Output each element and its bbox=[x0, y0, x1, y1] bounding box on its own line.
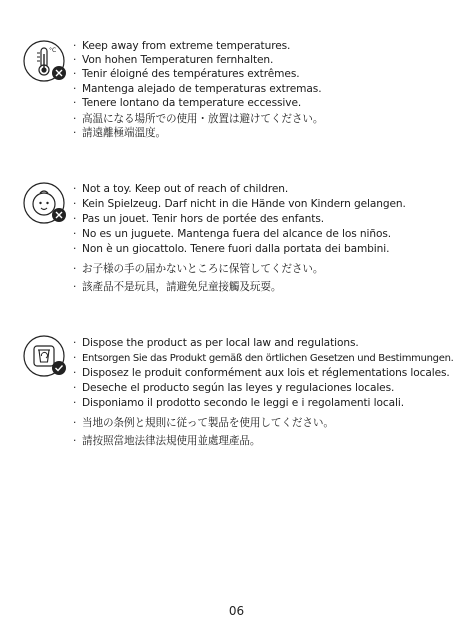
warning-line: · 該產品不是玩具，請避免兒童接觸及玩耍。 bbox=[73, 281, 282, 293]
disposal-line: · 当地の条例と規則に従って製品を使用してください。 bbox=[73, 417, 334, 429]
warning-line: · Keep away from extreme temperatures. bbox=[73, 40, 291, 52]
disposal-line: · 請按照當地法律法規使用並處理產品。 bbox=[73, 435, 261, 447]
disposal-line: · Dispose the product as per local law and regulations. bbox=[73, 337, 359, 349]
svg-text:°C: °C bbox=[49, 47, 57, 54]
warning-line: · Non è un giocattolo. Tenere fuori dalla portata dei bambini. bbox=[73, 243, 390, 255]
warning-line: · Mantenga alejado de temperaturas extremas. bbox=[73, 82, 322, 95]
warning-line: · お子様の手の届かないところに保管してください。 bbox=[73, 263, 324, 275]
thermometer-no-icon bbox=[22, 39, 70, 87]
warning-line: · 高温になる場所での使用・放置は避けてください。 bbox=[73, 112, 324, 125]
warning-line: · Kein Spielzeug. Darf nicht in die Hände von Kindern gelangen. bbox=[73, 198, 406, 210]
disposal-line: · Entsorgen Sie das Produkt gemäß den örtlichen Gesetzen und Bestimmungen. bbox=[73, 352, 454, 364]
disposal-line: · Deseche el producto según las leyes y regulaciones locales. bbox=[73, 382, 395, 394]
disposal-line: · Disposez le produit conformément aux lois et réglementations locales. bbox=[73, 367, 450, 379]
disposal-line: · Disponiamo il prodotto secondo le leggi e i regolamenti locali. bbox=[73, 397, 404, 409]
warning-line: · Not a toy. Keep out of reach of children. bbox=[73, 183, 289, 195]
recycle-check-icon bbox=[22, 334, 70, 382]
warning-line: · Von hohen Temperaturen fernhalten. bbox=[73, 54, 274, 67]
warning-line: · 請遠離極端溫度。 bbox=[73, 127, 166, 140]
warning-line: · Pas un jouet. Tenir hors de portée des enfants. bbox=[73, 213, 325, 225]
warning-line: · Tenere lontano da temperature eccessive. bbox=[73, 96, 302, 109]
warning-line: · Tenir éloigné des températures extrêmes. bbox=[73, 68, 300, 81]
baby-no-icon bbox=[22, 181, 70, 229]
warning-line: · No es un juguete. Mantenga fuera del alcance de los niños. bbox=[73, 228, 392, 240]
page-number: 06 bbox=[228, 604, 245, 618]
